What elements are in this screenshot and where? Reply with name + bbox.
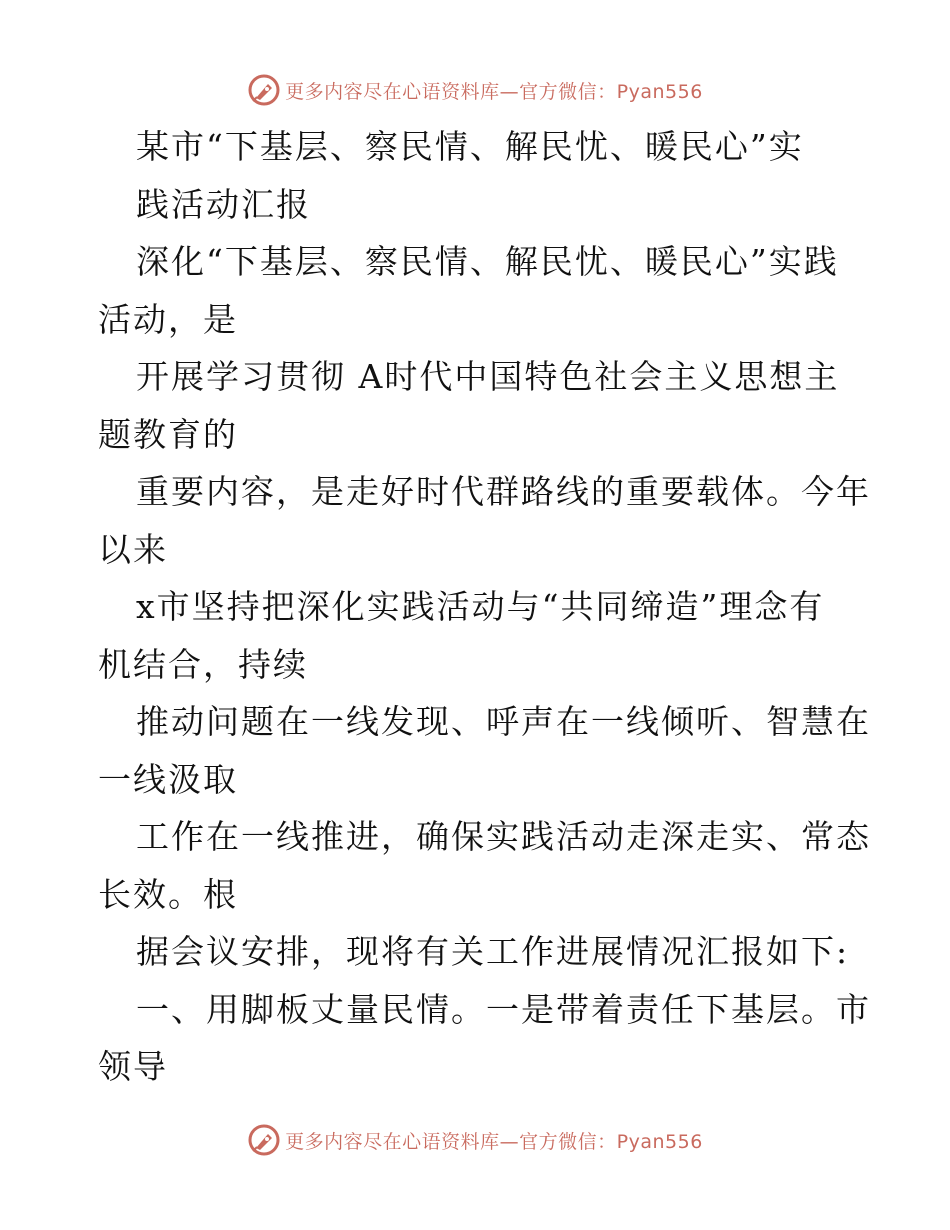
text-line: 一、用脚板丈量民情。一是带着责任下基层。市 [136,989,871,1029]
watermark-text: 更多内容尽在心语资料库—官方微信：Pyan556 [285,80,703,103]
text-line: x市坚持把深化实践活动与“共同缔造”理念有 [136,587,825,626]
header-watermark [0,70,950,110]
text-line: 领导 [98,1047,168,1086]
text-line: 重要内容，是走好时代群路线的重要载体。今年 [136,472,871,511]
text-line: 工作在一线推进，确保实践活动走深走实、常态 [136,817,871,856]
text-line: 践活动汇报 [136,184,311,224]
text-line: 推动问题在一线发现、呼声在一线倾听、智慧在 [136,702,871,741]
text-line: 据会议安排，现将有关工作进展情况汇报如下: [136,932,850,971]
footer-watermark [0,1120,950,1160]
text-line: 深化“下基层、察民情、解民忧、暖民心”实践 [136,242,839,281]
watermark-text: 更多内容尽在心语资料库—官方微信：Pyan556 [285,1130,703,1153]
text-line: 机结合，持续 [98,644,308,684]
pen-nib-logo-icon [247,1123,281,1157]
pen-nib-logo-icon [247,73,281,107]
text-line: 长效。根 [98,874,238,914]
text-line: 某市“下基层、察民情、解民忧、暖民心”实 [136,127,804,166]
document-body [98,118,871,1096]
text-line: 一线汲取 [98,759,238,799]
text-line: 题教育的 [98,414,238,454]
text-line: 开展学习贯彻 A时代中国特色社会主义思想主 [136,357,840,396]
text-line: 以来 [98,529,168,569]
text-line: 活动，是 [98,299,238,339]
